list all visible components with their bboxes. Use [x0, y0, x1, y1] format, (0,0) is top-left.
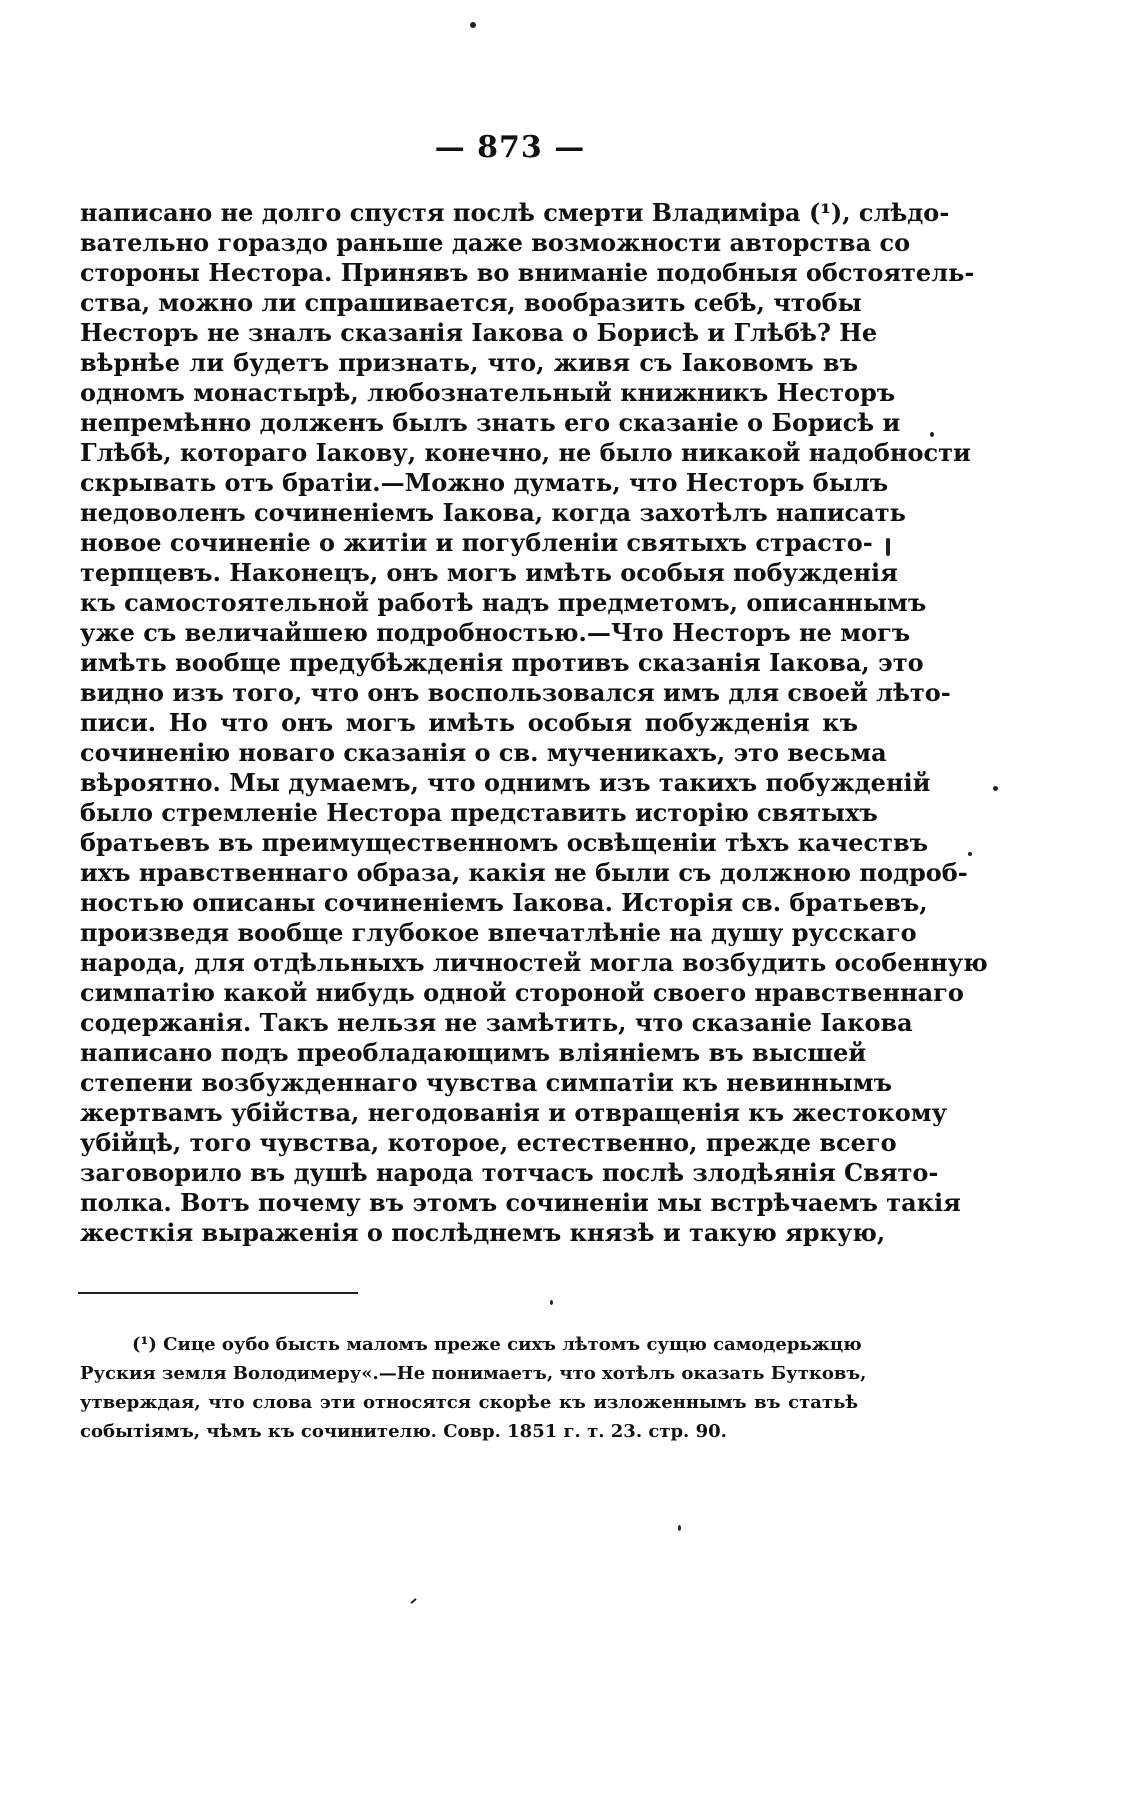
- text-line: недоволенъ сочиненіемъ Іакова, когда захотѣлъ написать: [80, 498, 906, 527]
- text-line: ихъ нравственнаго образа, какія не были съ должною подроб-: [80, 858, 968, 887]
- text-line: стороны Нестора. Принявъ во вниманіе подобныя обстоятель-: [80, 258, 975, 287]
- text-line: симпатію какой нибудь одной стороной своего нравственнаго: [80, 978, 964, 1007]
- footnote: [80, 1330, 867, 1446]
- text-line: убійцѣ, того чувства, которое, естественно, прежде всего: [80, 1128, 897, 1157]
- text-line: Глѣбѣ, котораго Іакову, конечно, не было никакой надобности: [80, 438, 971, 467]
- text-line: народа, для отдѣльныхъ личностей могла возбудить особенную: [80, 948, 988, 977]
- footnote-line: Руския земля Володимеру«.—Не понимаетъ, что хотѣлъ оказать Бутковъ,: [80, 1363, 867, 1384]
- text-line: заговорило въ душѣ народа тотчасъ послѣ злодѣянія Свято-: [80, 1158, 939, 1187]
- text-line: видно изъ того, что онъ воспользовался имъ для своей лѣто-: [80, 678, 951, 707]
- text-line: скрывать отъ братіи.—Можно думать, что Несторъ былъ: [80, 468, 889, 497]
- text-line: Несторъ не зналъ сказанія Іакова о Борисѣ и Глѣбѣ? Не: [80, 318, 878, 347]
- text-line: полка. Вотъ почему въ этомъ сочиненіи мы встрѣчаемъ такія: [80, 1188, 961, 1217]
- text-line: произведя вообще глубокое впечатлѣніе на душу русскаго: [80, 918, 917, 947]
- text-line: новое сочиненіе о житіи и погубленіи святыхъ страсто-: [80, 528, 873, 557]
- scan-speck: [550, 1300, 553, 1305]
- scan-speck: [410, 1598, 417, 1604]
- text-line: было стремленіе Нестора представить исторію святыхъ: [80, 798, 878, 827]
- text-line: вательно гораздо раньше даже возможности авторства со: [80, 228, 911, 257]
- text-line: жесткія выраженія о послѣднемъ князѣ и такую яркую,: [80, 1218, 886, 1247]
- text-line: писи. Но что онъ могъ имѣть особыя побужденія къ: [80, 708, 858, 737]
- text-line: одномъ монастырѣ, любознательный книжникъ Несторъ: [80, 378, 896, 407]
- text-line: сочиненію новаго сказанія о св. мученикахъ, это весьма: [80, 738, 887, 767]
- text-line: непремѣнно долженъ былъ знать его сказаніе о Борисѣ и: [80, 408, 901, 437]
- text-line: братьевъ въ преимущественномъ освѣщеніи тѣхъ качествъ: [80, 828, 929, 857]
- scan-speck: [886, 538, 890, 556]
- text-line: вѣрнѣе ли будетъ признать, что, живя съ Іаковомъ въ: [80, 348, 858, 377]
- text-line: степени возбужденнаго чувства симпатіи къ невиннымъ: [80, 1068, 892, 1097]
- text-line: содержанія. Такъ нельзя не замѣтить, что сказаніе Іакова: [80, 1008, 913, 1037]
- page-number: — 873 —: [434, 130, 586, 165]
- text-line: ностью описаны сочиненіемъ Іакова. Исторія св. братьевъ,: [80, 888, 928, 917]
- footnote-divider: [78, 1292, 358, 1294]
- text-line: ства, можно ли спрашивается, вообразить себѣ, чтобы: [80, 288, 862, 317]
- scan-speck: [470, 22, 476, 28]
- text-line: имѣть вообще предубѣжденія противъ сказанія Іакова, это: [80, 648, 924, 677]
- text-line: жертвамъ убійства, негодованія и отвращенія къ жестокому: [80, 1098, 947, 1127]
- footnote-line: утверждая, что слова эти относятся скорѣе къ изложеннымъ въ статьѣ: [80, 1392, 858, 1413]
- scan-speck: [930, 432, 934, 437]
- text-line: написано подъ преобладающимъ вліяніемъ въ высшей: [80, 1038, 867, 1067]
- scan-speck: [993, 786, 998, 791]
- text-line: терпцевъ. Наконецъ, онъ могъ имѣть особыя побужденія: [80, 558, 898, 587]
- footnote-line: событіямъ, чѣмъ къ сочинителю. Совр. 1851 г. т. 23. стр. 90.: [80, 1421, 727, 1442]
- footnote-line: (¹) Сице оубо бысть маломъ преже сихъ лѣтомъ сущю самодерьжцю: [132, 1334, 862, 1355]
- text-line: написано не долго спустя послѣ смерти Владиміра (¹), слѣдо-: [80, 198, 950, 227]
- scan-speck: [678, 1525, 681, 1531]
- scan-speck: [968, 852, 972, 856]
- main-text: [80, 198, 988, 1248]
- text-line: уже съ величайшею подробностью.—Что Несторъ не могъ: [80, 618, 911, 647]
- text-line: вѣроятно. Мы думаемъ, что однимъ изъ такихъ побужденій: [80, 768, 931, 797]
- text-line: къ самостоятельной работѣ надъ предметомъ, описаннымъ: [80, 588, 927, 617]
